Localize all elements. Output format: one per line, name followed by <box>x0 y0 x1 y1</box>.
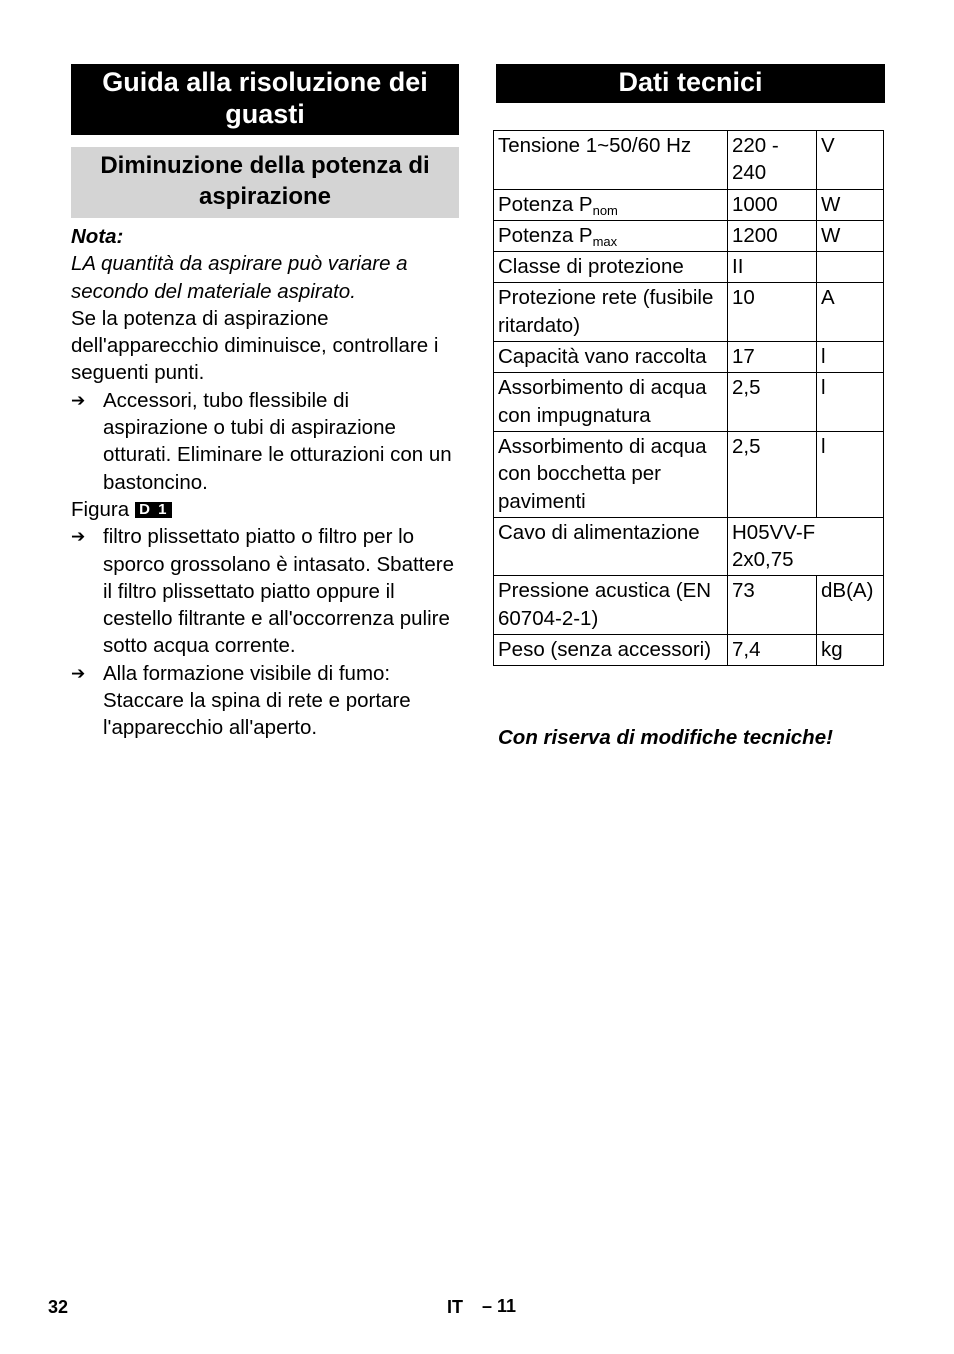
spec-label: Cavo di alimentazione <box>494 517 728 576</box>
table-row <box>494 373 884 432</box>
spec-unit: V <box>817 131 884 190</box>
arrow-icon: ➔ <box>71 390 86 410</box>
list-item <box>71 660 459 742</box>
spec-unit: W <box>817 189 884 220</box>
left-column <box>71 64 459 742</box>
spec-label: Assorbimento di acqua con impugnatura <box>494 373 728 432</box>
spec-unit <box>817 252 884 283</box>
figure-badge: D 1 <box>135 502 172 518</box>
spec-label <box>494 189 728 220</box>
figure-label: Figura <box>71 497 130 521</box>
table-row <box>494 220 884 251</box>
figure-reference <box>71 496 459 523</box>
spec-unit: dB(A) <box>817 576 884 635</box>
spec-value: 1000 <box>728 189 817 220</box>
spec-label: Classe di protezione <box>494 252 728 283</box>
right-column <box>496 64 885 103</box>
spec-value: 1200 <box>728 220 817 251</box>
spec-unit: l <box>817 342 884 373</box>
page-number: 32 <box>48 1297 69 1317</box>
table-row <box>494 431 884 517</box>
table-row <box>494 635 884 666</box>
list-item <box>71 387 459 496</box>
technical-data-table <box>493 130 884 666</box>
table-row <box>494 131 884 190</box>
arrow-icon: ➔ <box>71 527 86 547</box>
table-row <box>494 342 884 373</box>
spec-unit: kg <box>817 635 884 666</box>
bullet-text: Accessori, tubo flessibile di aspirazione o tubi di aspirazione otturati. Eliminare le otturazioni con un bastoncino. <box>103 388 452 494</box>
spec-value: 220 - 240 <box>728 131 817 190</box>
bullet-text: filtro plissettato piatto o filtro per lo sporco grossolano è intasato. Sbattere il filtro plissettato piatto oppure il cestello filtrante e all'occorrenza pulire sotto acqua corrente. <box>103 525 454 658</box>
spec-value: 73 <box>728 576 817 635</box>
list-item <box>71 523 459 659</box>
note-text: LA quantità da aspirare può variare a secondo del materiale aspirato. <box>71 252 408 303</box>
section-heading-technical-data: Dati tecnici <box>496 64 885 103</box>
section-heading-troubleshooting: Guida alla risoluzione dei guasti <box>71 64 459 135</box>
table-row <box>494 252 884 283</box>
spec-unit: l <box>817 431 884 517</box>
spec-unit: W <box>817 220 884 251</box>
spec-label-text: Potenza P <box>498 223 593 247</box>
spec-label: Capacità vano raccolta <box>494 342 728 373</box>
table-row <box>494 283 884 342</box>
reservation-note: Con riserva di modifiche tecniche! <box>498 726 833 749</box>
section-page-number: – 11 <box>482 1296 517 1316</box>
table-row <box>494 189 884 220</box>
intro-paragraph: Se la potenza di aspirazione dell'apparecchio diminuisce, controllare i seguenti punti. <box>71 306 439 385</box>
spec-value: H05VV-F 2x0,75 <box>728 517 884 576</box>
table-row <box>494 517 884 576</box>
spec-unit: A <box>817 283 884 342</box>
spec-label: Tensione 1~50/60 Hz <box>494 131 728 190</box>
spec-value: 10 <box>728 283 817 342</box>
spec-value: 17 <box>728 342 817 373</box>
arrow-icon: ➔ <box>71 663 86 683</box>
spec-label-subscript: max <box>592 233 618 249</box>
spec-unit: l <box>817 373 884 432</box>
spec-value: 2,5 <box>728 373 817 432</box>
language-code: IT <box>447 1297 463 1317</box>
spec-label-subscript: nom <box>592 202 618 218</box>
spec-label: Protezione rete (fusibile ritardato) <box>494 283 728 342</box>
spec-value: II <box>728 252 817 283</box>
spec-label: Assorbimento di acqua con bocchetta per pavimenti <box>494 431 728 517</box>
spec-label: Peso (senza accessori) <box>494 635 728 666</box>
subheading-suction-loss: Diminuzione della potenza di aspirazione <box>71 147 459 218</box>
spec-label-text: Potenza P <box>498 192 593 216</box>
note-label: Nota: <box>71 225 124 248</box>
spec-label <box>494 220 728 251</box>
spec-value: 2,5 <box>728 431 817 517</box>
spec-label: Pressione acustica (EN 60704-2-1) <box>494 576 728 635</box>
table-row <box>494 576 884 635</box>
spec-value: 7,4 <box>728 635 817 666</box>
bullet-text: Alla formazione visibile di fumo: Staccare la spina di rete e portare l'apparecchio all'aperto. <box>103 661 411 740</box>
